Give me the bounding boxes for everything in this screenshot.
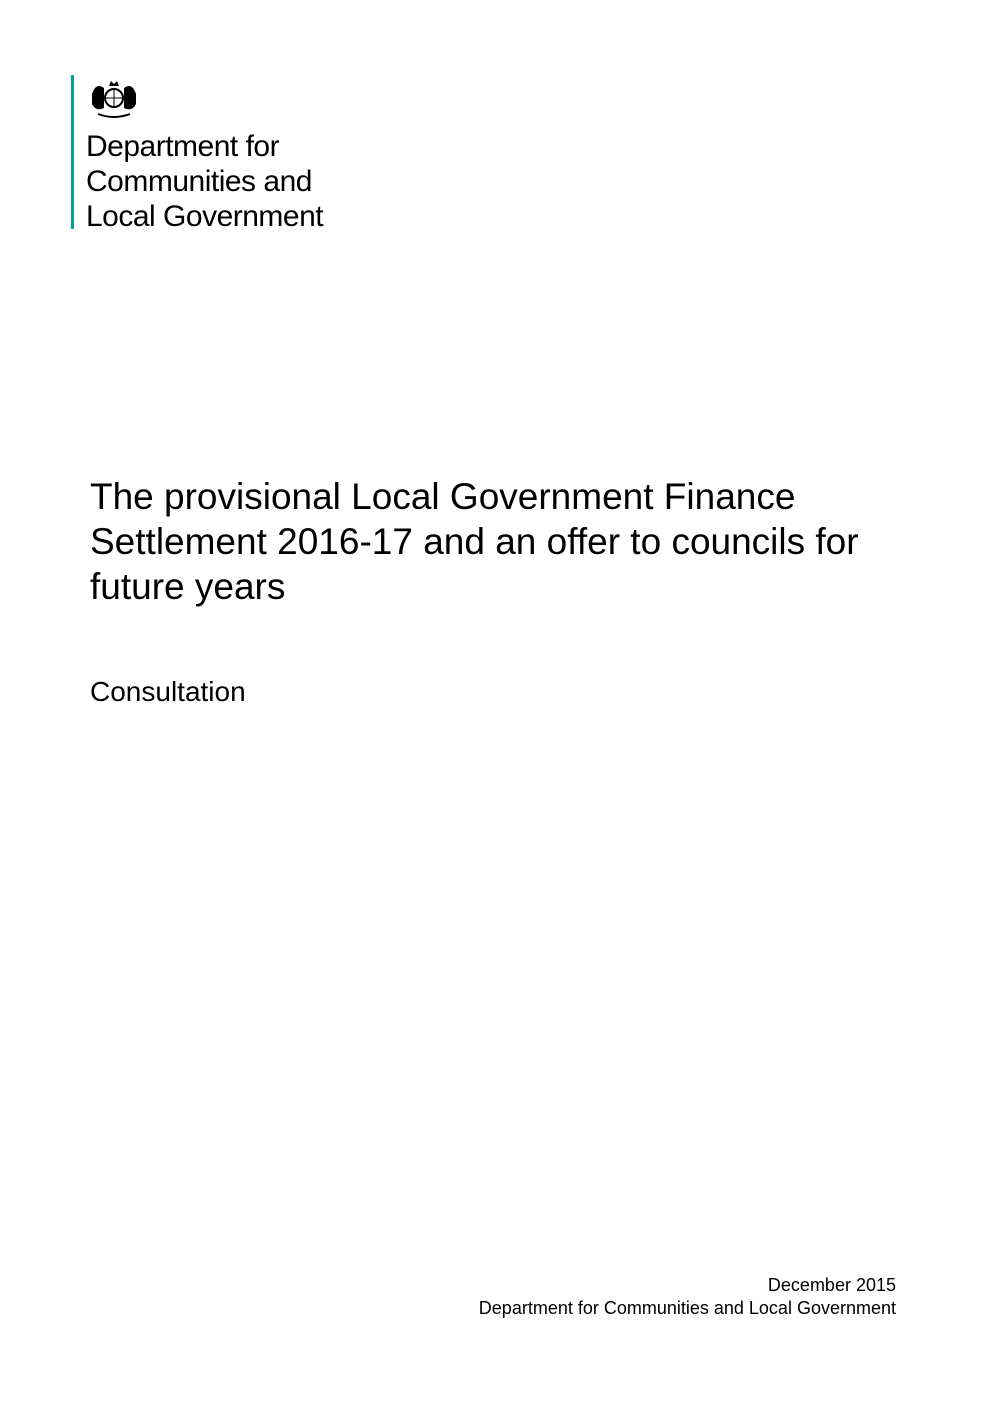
publication-date: December 2015	[767, 1275, 896, 1295]
footer	[479, 1274, 896, 1320]
logo-line: Local Government	[86, 200, 324, 233]
logo-line: Department for	[86, 130, 280, 163]
document-title: The provisional Local Government Finance Settlement 2016-17 and an offer to councils for future years	[90, 476, 859, 607]
logo-accent-bar	[71, 75, 74, 229]
logo-line: Communities and	[86, 165, 312, 198]
department-logo-text	[86, 129, 323, 234]
publisher: Department for Communities and Local Government	[478, 1298, 896, 1318]
royal-coat-of-arms-icon	[84, 74, 144, 122]
document-subtitle: Consultation	[90, 676, 246, 707]
